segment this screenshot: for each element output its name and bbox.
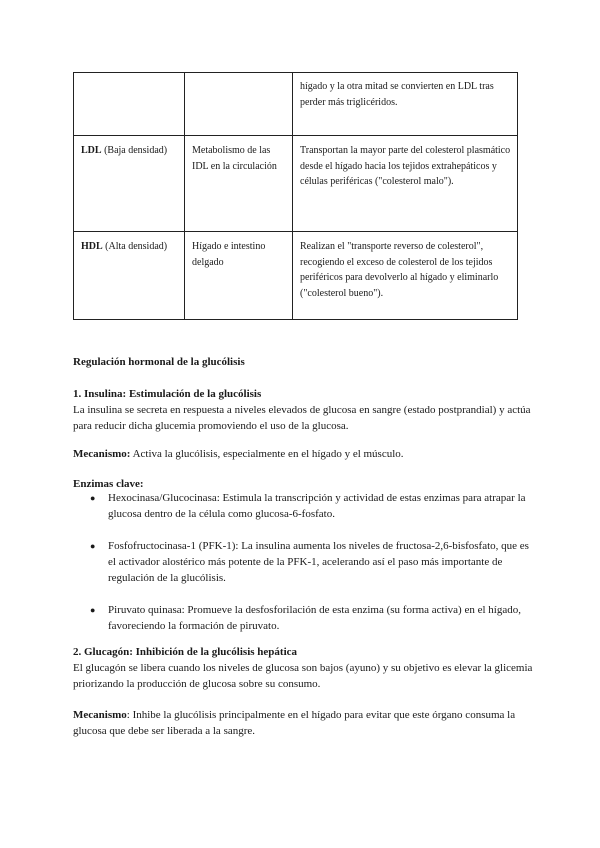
table-row	[74, 136, 518, 232]
list-item	[73, 602, 533, 634]
table-cell-type	[74, 136, 185, 232]
mechanism-label: Mecanismo	[73, 709, 127, 721]
section-title: Regulación hormonal de la glucólisis	[73, 356, 245, 368]
table-cell-origin	[185, 73, 293, 136]
list-item	[73, 490, 533, 522]
insulina-intro: La insulina se secreta en respuesta a niveles elevados de glucosa en sangre (estado postprandial) y actúa para reducir dicha glucemia promoviendo el uso de la glucosa.	[73, 404, 531, 432]
lipoprotein-table	[73, 72, 518, 320]
enzyme-text: Fosfofructocinasa-1 (PFK-1): La insulina aumenta los niveles de fructosa-2,6-bisfosfato, que es el activador alostérico más potente de la PFK-1, acelerando así el paso más importante de regulación de la glucólisis.	[108, 540, 529, 584]
table-cell-function: Realizan el "transporte reverso de colesterol", recogiendo el exceso de colesterol de los tejidos periféricos para devolverlo al hígado y eliminarlo ("colesterol bueno").	[293, 232, 518, 320]
mechanism-label: Mecanismo:	[73, 448, 131, 460]
enzymes-label: Enzimas clave:	[73, 478, 144, 490]
insulina-mechanism	[73, 446, 533, 462]
table-cell-origin: Hígado e intestino delgado	[185, 232, 293, 320]
table-cell-type	[74, 232, 185, 320]
table-cell-function: Transportan la mayor parte del colesterol plasmático desde el hígado hacia los tejidos extrahepáticos y células periféricas ("colesterol malo").	[293, 136, 518, 232]
table-row	[74, 232, 518, 320]
lipoprotein-density: (Alta densidad)	[102, 241, 168, 252]
enzyme-text: Piruvato quinasa: Promueve la desfosforilación de esta enzima (su forma activa) en el hígado, favoreciendo la formación de piruvato.	[108, 604, 521, 632]
enzyme-text: Hexocinasa/Glucocinasa: Estimula la transcripción y actividad de estas enzimas para atrapar la glucosa dentro de la célula como glucosa-6-fosfato.	[108, 492, 526, 520]
lipoprotein-density: (Baja densidad)	[101, 145, 168, 156]
bullet-icon: ●	[90, 493, 96, 503]
table-cell-origin: Metabolismo de las IDL en la circulación	[185, 136, 293, 232]
mechanism-text: : Inhibe la glucólisis principalmente en el hígado para evitar que este órgano consuma la glucosa que debe ser liberada a la sangre.	[73, 709, 516, 737]
glucagon-intro: El glucagón se libera cuando los niveles de glucosa son bajos (ayuno) y su objetivo es elevar la glicemia priorizando la producción de glucosa sobre su consumo.	[73, 662, 533, 690]
table-row	[74, 73, 518, 136]
table-cell-type	[74, 73, 185, 136]
bullet-icon: ●	[90, 541, 96, 551]
lipoprotein-name: HDL	[81, 241, 103, 252]
glucagon-heading: 2. Glucagón: Inhibición de la glucólisis hepática	[73, 646, 298, 658]
bullet-icon: ●	[90, 605, 96, 615]
insulina-heading: 1. Insulina: Estimulación de la glucólisis	[73, 388, 262, 400]
glucagon-mechanism	[73, 707, 533, 739]
list-item	[73, 538, 533, 586]
mechanism-text: Activa la glucólisis, especialmente en el hígado y el músculo.	[130, 448, 404, 460]
lipoprotein-name: LDL	[81, 145, 102, 156]
table-cell-function: hígado y la otra mitad se convierten en LDL tras perder más triglicéridos.	[293, 73, 518, 136]
enzymes-list	[73, 490, 533, 648]
